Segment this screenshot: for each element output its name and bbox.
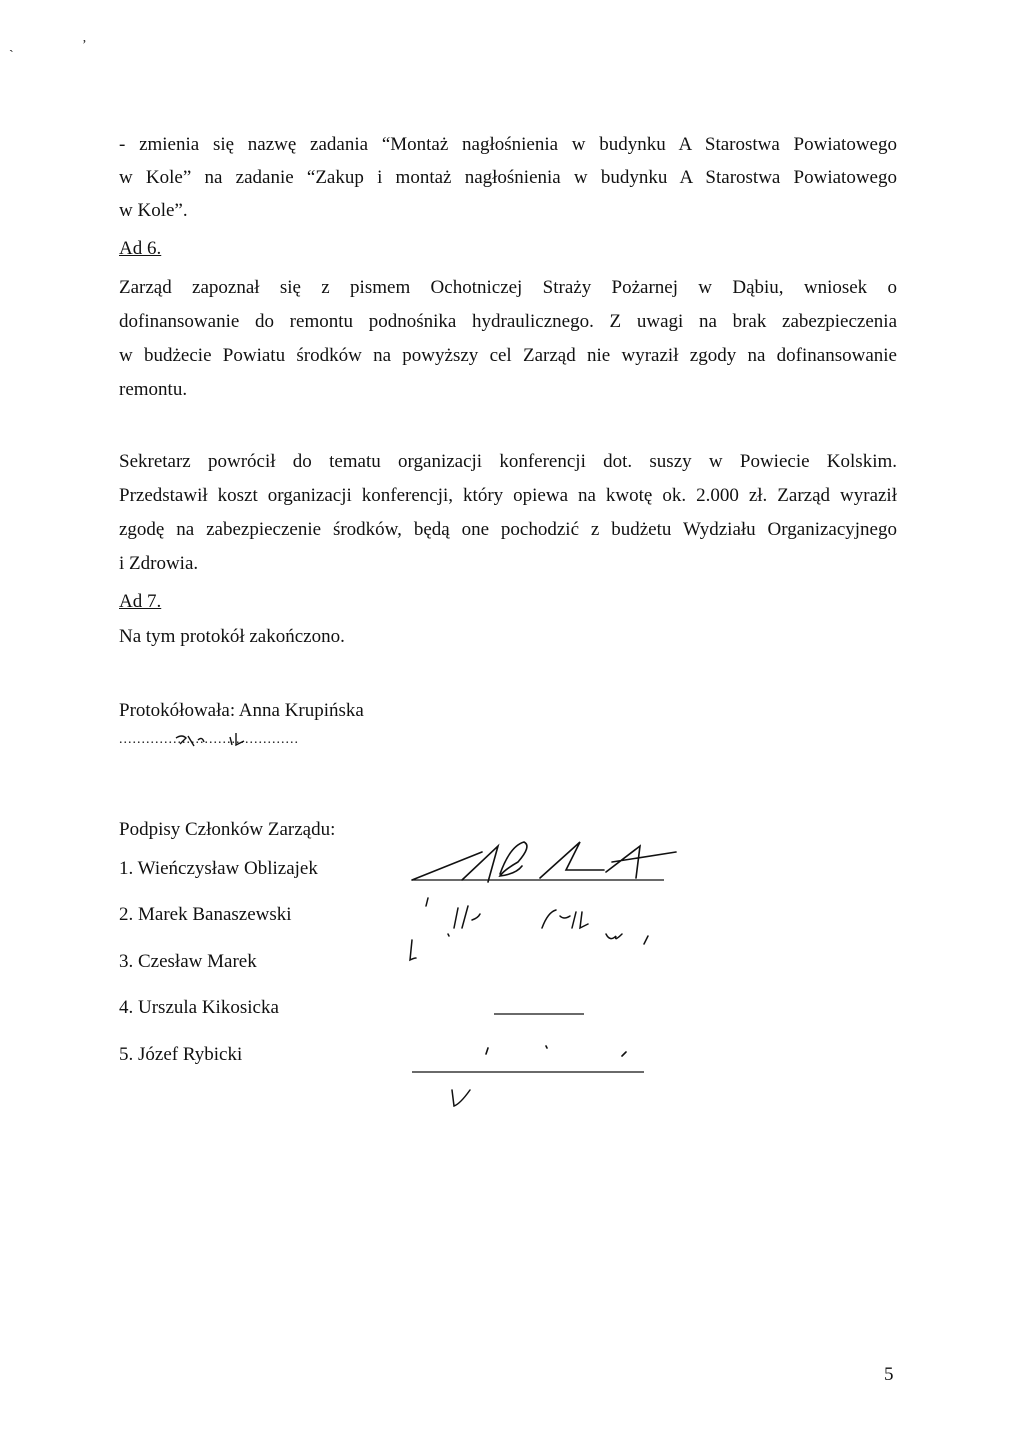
- recorder-initials-2: [230, 733, 244, 745]
- signatures-heading: Podpisy Członków Zarządu:: [119, 819, 336, 840]
- scan-speck: ʼ: [82, 38, 87, 53]
- text-line: w budżecie Powiatu środków na powyższy cel Zarząd nie wyraził zgody na dofinansowanie: [119, 345, 897, 366]
- section-heading-ad6: Ad 6.: [119, 238, 162, 259]
- text-line: Sekretarz powrócił do tematu organizacji konferencji dot. suszy w Powiecie Kolskim.: [119, 451, 897, 472]
- text-line: zgodę na zabezpieczenie środków, będą one pochodzić z budżetu Wydziału Organizacyjnego: [119, 519, 897, 540]
- member-2: 2. Marek Banaszewski: [119, 904, 292, 925]
- signature-member-1: [412, 842, 676, 882]
- text-line: Przedstawił koszt organizacji konferencji, który opiewa na kwotę ok. 2.000 zł. Zarząd wyraził: [119, 485, 897, 506]
- member-4: 4. Urszula Kikosicka: [119, 997, 279, 1018]
- text-line: dofinansowanie do remontu podnośnika hydraulicznego. Z uwagi na brak zabezpieczenia: [119, 311, 897, 332]
- signature-tick: [452, 1090, 470, 1106]
- text-line: i Zdrowia.: [119, 553, 199, 574]
- scan-speck: ˎ: [9, 38, 14, 53]
- text-line: remontu.: [119, 379, 188, 400]
- signature-dots: ........................................: [119, 732, 299, 747]
- text-line: - zmienia się nazwę zadania “Montaż nagłośnienia w budynku A Starostwa Powiatowego: [119, 134, 897, 155]
- recorder-label: Protokółowała: Anna Krupińska: [119, 700, 364, 721]
- recorder-initials: [176, 736, 204, 746]
- page-number: 5: [884, 1364, 894, 1385]
- text-line: w Kole”.: [119, 200, 188, 221]
- signature-member-5: [486, 1046, 626, 1056]
- text-line: w Kole” na zadanie “Zakup i montaż nagłośnienia w budynku A Starostwa Powiatowego: [119, 167, 897, 188]
- text-line: Zarząd zapoznał się z pismem Ochotniczej Straży Pożarnej w Dąbiu, wniosek o: [119, 277, 897, 298]
- section-heading-ad7: Ad 7.: [119, 591, 162, 612]
- closing-text: Na tym protokół zakończono.: [119, 626, 345, 647]
- member-5: 5. Józef Rybicki: [119, 1044, 243, 1065]
- signature-member-2: [410, 898, 648, 960]
- member-3: 3. Czesław Marek: [119, 951, 257, 972]
- member-1: 1. Wieńczysław Oblizajek: [119, 858, 318, 879]
